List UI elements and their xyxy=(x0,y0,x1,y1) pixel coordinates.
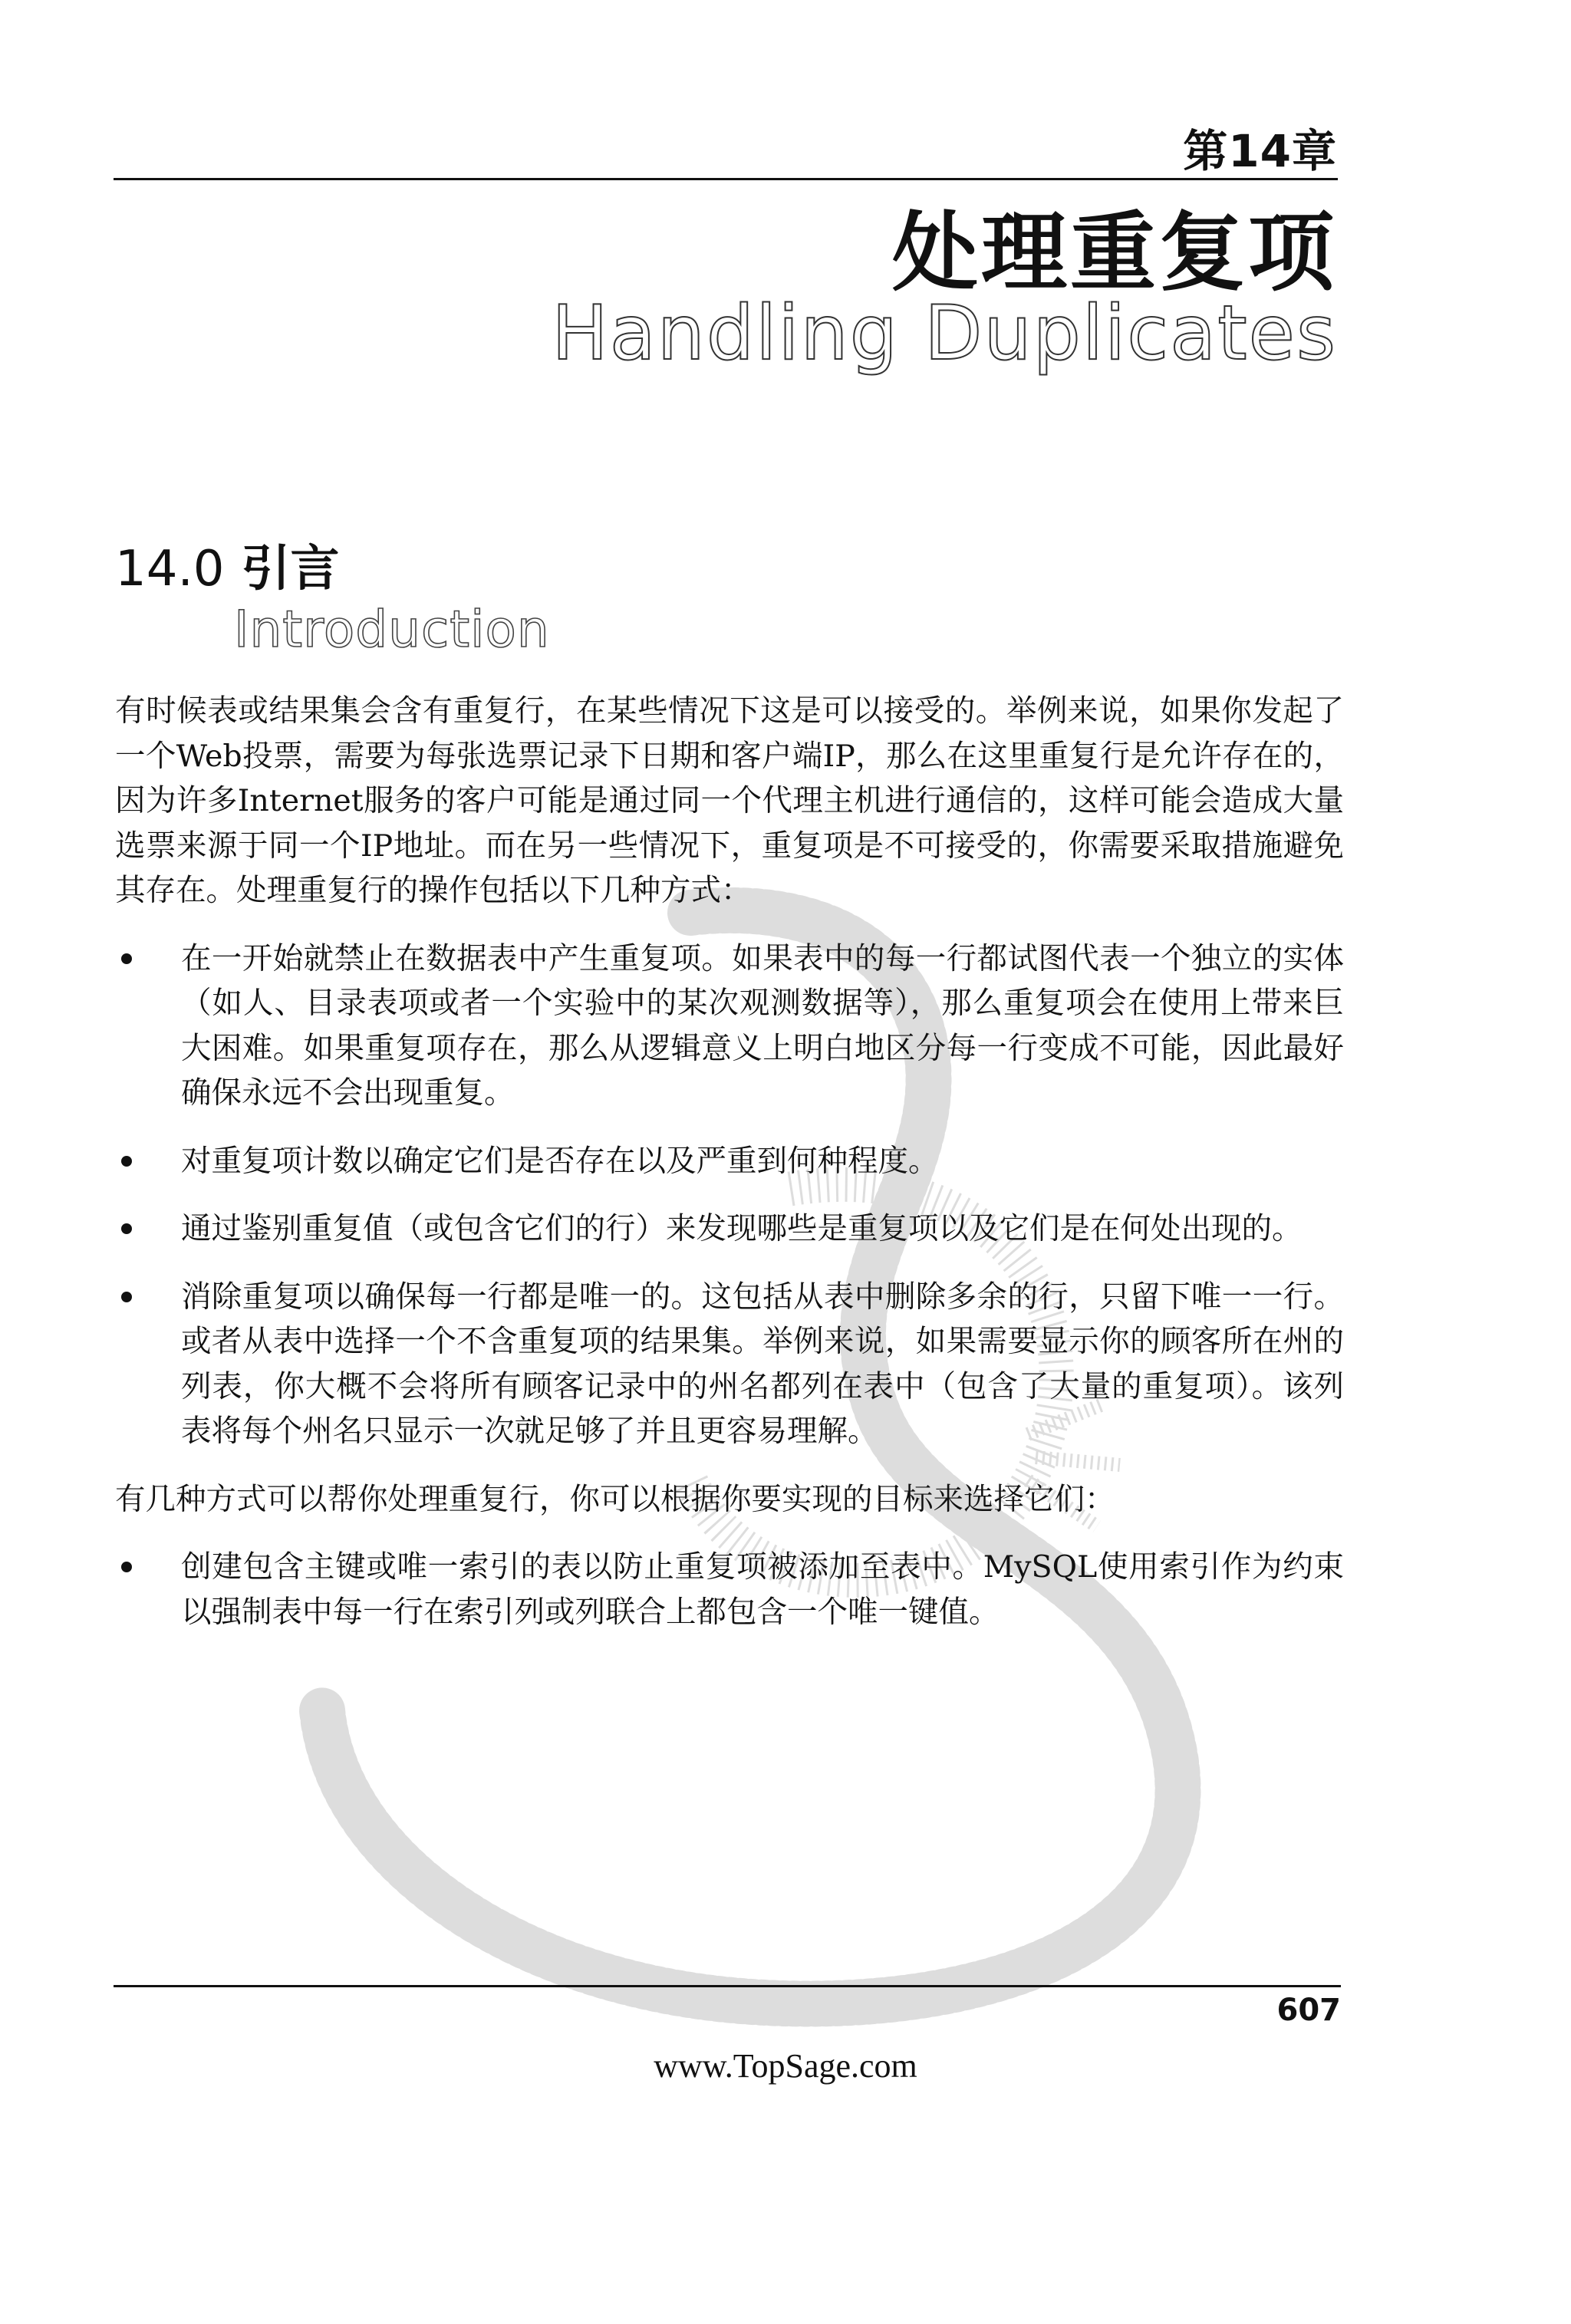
chapter-label: 第14章 xyxy=(1183,125,1337,177)
list-item: 在一开始就禁止在数据表中产生重复项。如果表中的每一行都试图代表一个独立的实体（如人、目录表项或者一个实验中的某次观测数据等），那么重复项会在使用上带来巨大困难。如果重复项存在，那么从逻辑意义上明白地区分每一行变成不可能，因此最好确保永远不会出现重复。 xyxy=(115,937,1344,1116)
top-rule xyxy=(114,178,1338,180)
body-text xyxy=(115,689,1344,1634)
bullet-icon xyxy=(121,1156,132,1167)
methods-paragraph: 有几种方式可以帮你处理重复行，你可以根据你要实现的目标来选择它们： xyxy=(115,1481,1115,1517)
section-subtitle: Introduction xyxy=(234,600,550,659)
section-title: 引言 xyxy=(241,541,340,597)
chapter-subtitle: Handling Duplicates xyxy=(552,290,1337,377)
section-number: 14.0 xyxy=(115,541,225,597)
methods-list xyxy=(115,1545,1344,1634)
intro-paragraph: 有时候表或结果集会含有重复行，在某些情况下这是可以接受的。举例来说，如果你发起了一个Web投票，需要为每张选票记录下日期和客户端IP，那么在这里重复行是允许存在的，因为许多Internet服务的客户可能是通过同一个代理主机进行通信的，这样可能会造成大量选票来源于同一个IP地址。而在另一些情况下，重复项是不可接受的，你需要采取措施避免其存在。处理重复行的操作包括以下几种方式： xyxy=(115,693,1344,908)
handling-list xyxy=(115,937,1344,1454)
section-heading xyxy=(115,529,340,600)
list-item: 通过鉴别重复值（或包含它们的行）来发现哪些是重复项以及它们是在何处出现的。 xyxy=(115,1206,1344,1252)
list-item: 消除重复项以确保每一行都是唯一的。这包括从表中删除多余的行，只留下唯一一行。或者从表中选择一个不含重复项的结果集。举例来说，如果需要显示你的顾客所在州的列表，你大概不会将所有顾客记录中的州名都列在表中（包含了大量的重复项）。该列表将每个州名只显示一次就足够了并且更容易理解。 xyxy=(115,1275,1344,1454)
site-url: www.TopSage.com xyxy=(654,2047,917,2085)
bullet-icon xyxy=(121,953,132,964)
chapter-title: 处理重复项 xyxy=(892,203,1337,303)
bullet-icon xyxy=(121,1223,132,1234)
list-item: 对重复项计数以确定它们是否存在以及严重到何种程度。 xyxy=(115,1139,1344,1184)
bullet-icon xyxy=(121,1562,132,1572)
page-number: 607 xyxy=(1276,1993,1341,2028)
list-item: 创建包含主键或唯一索引的表以防止重复项被添加至表中。MySQL使用索引作为约束以强制表中每一行在索引列或列联合上都包含一个唯一键值。 xyxy=(115,1545,1344,1634)
bottom-rule xyxy=(114,1985,1341,1987)
bullet-icon xyxy=(121,1292,132,1302)
